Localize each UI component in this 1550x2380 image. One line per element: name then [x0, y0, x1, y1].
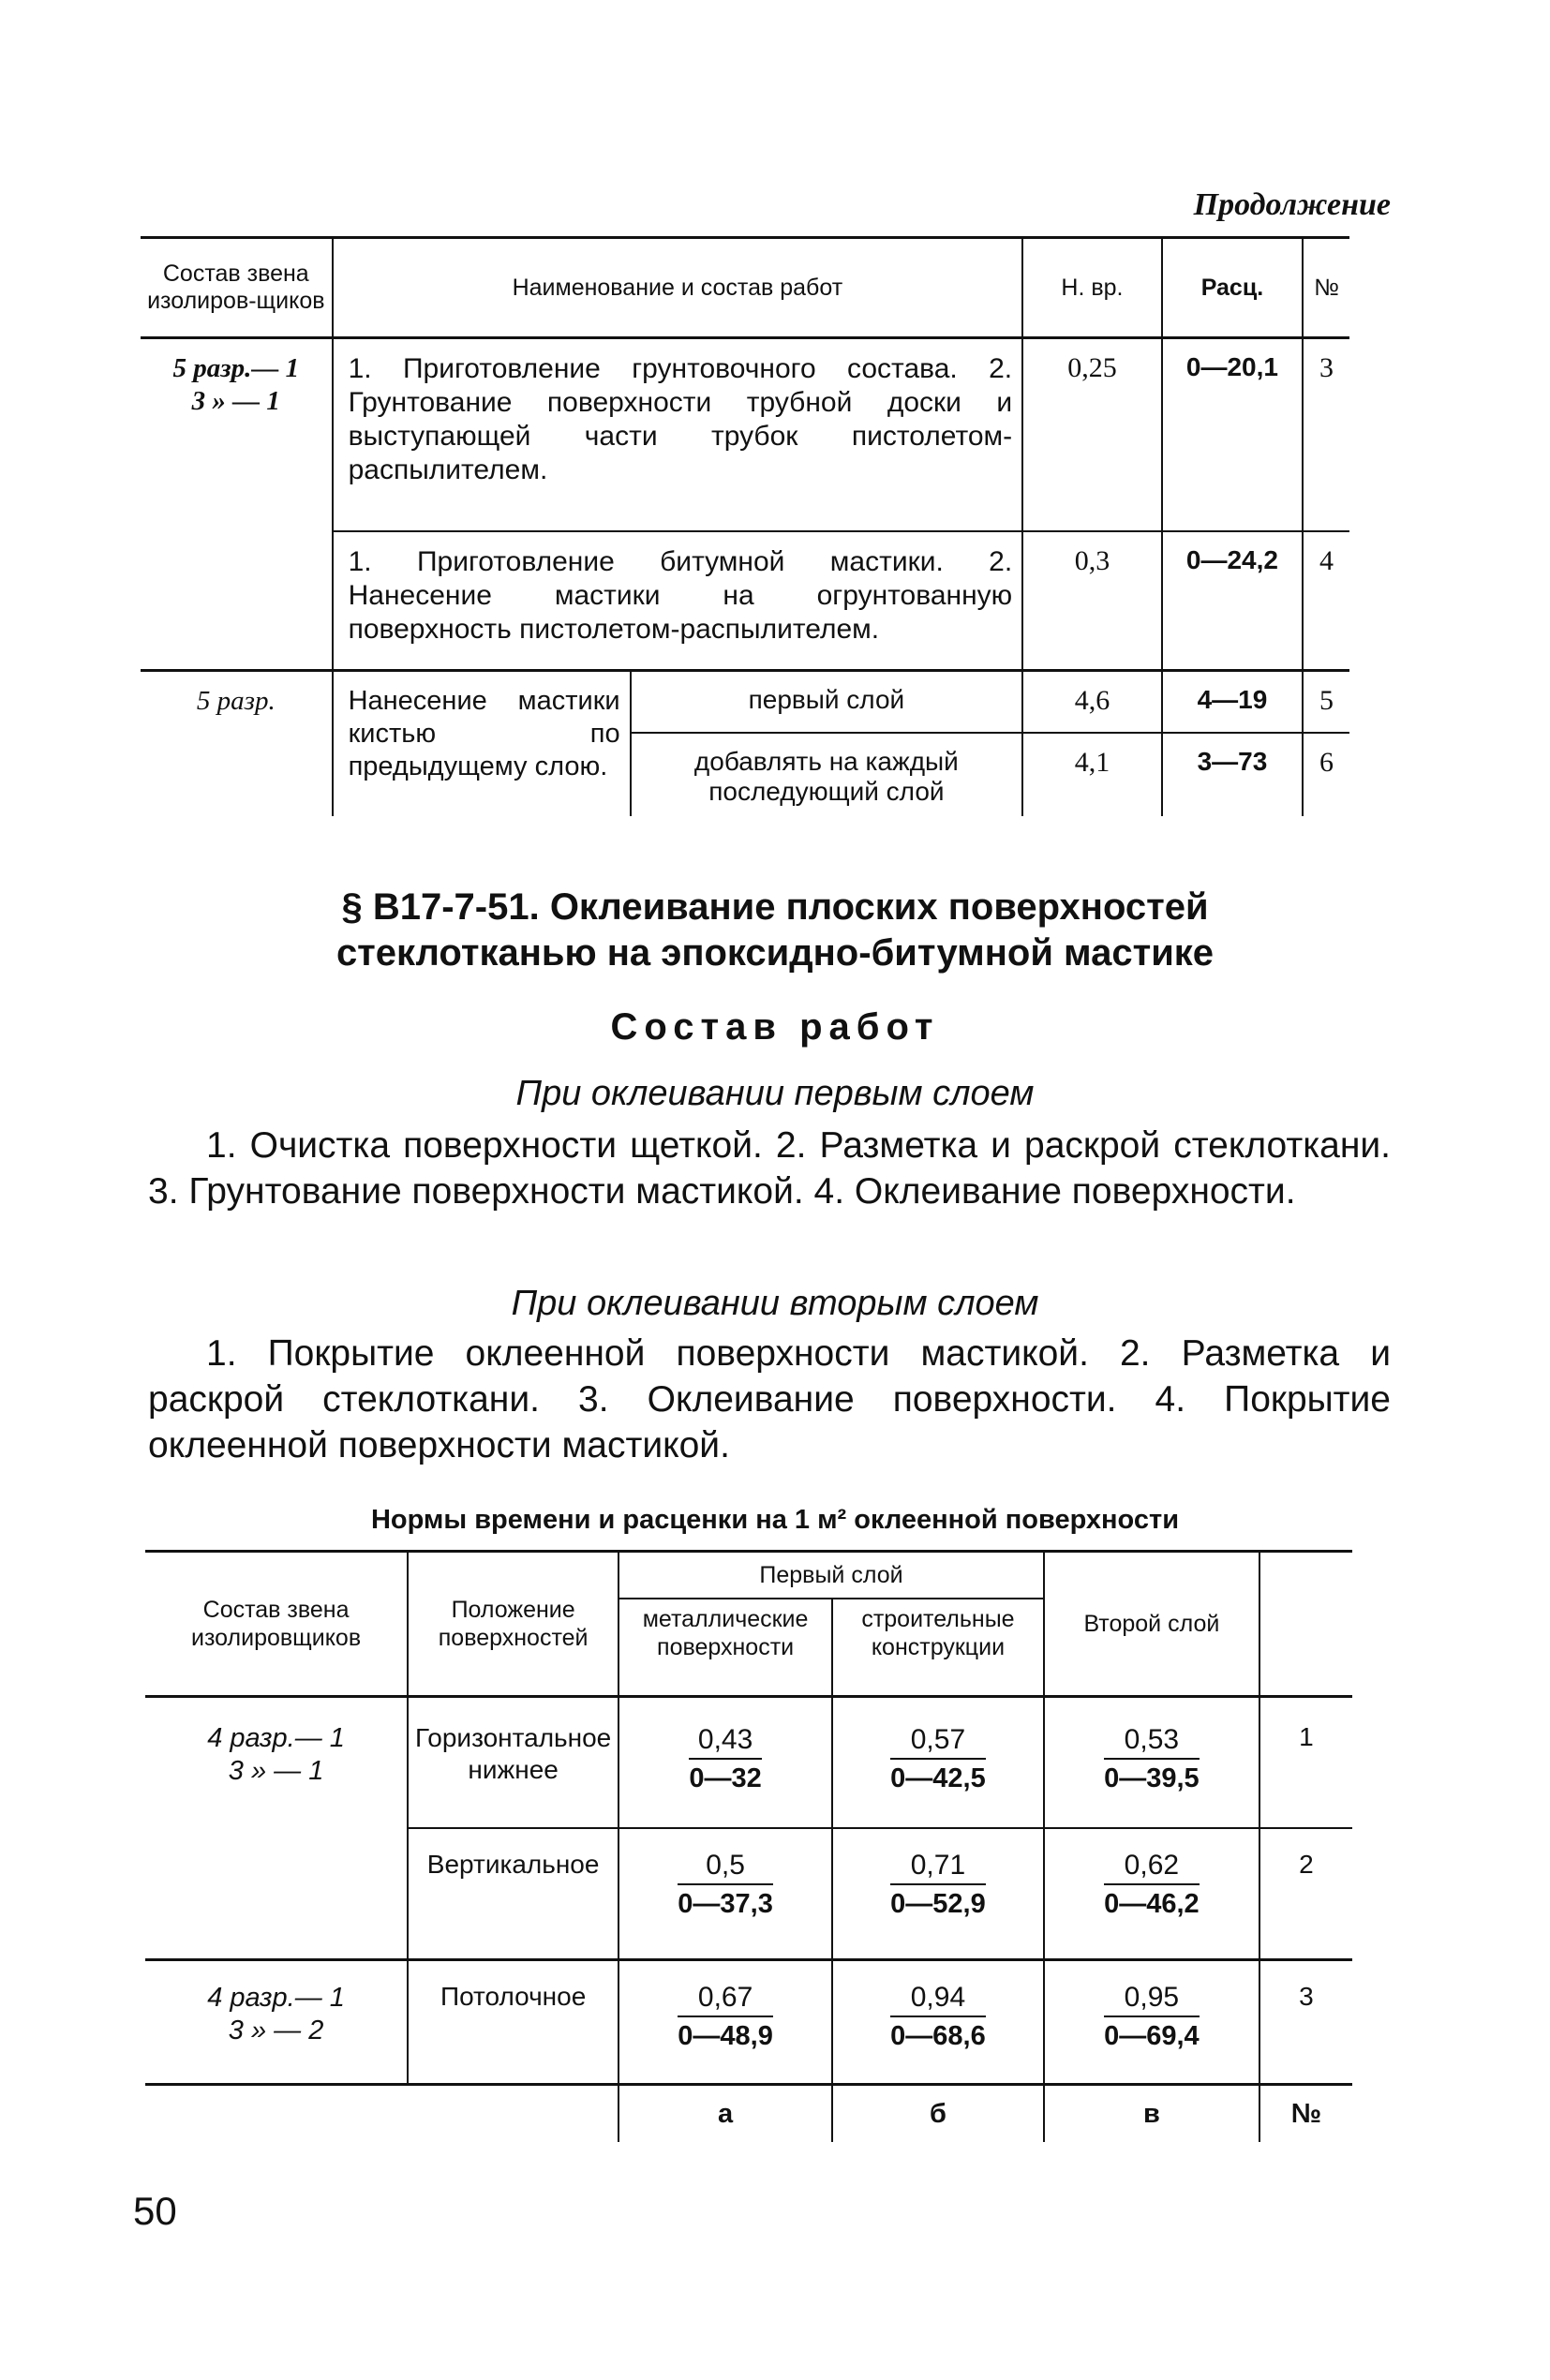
header-crew: Состав звена изолиров-щиков — [141, 238, 333, 338]
cell-b: $\frac{0,57}{0—42,5}$ — [832, 1697, 1044, 1829]
header-rate: Расц. — [1162, 238, 1303, 338]
table-row — [145, 1697, 1352, 1829]
second-layer-text: 1. Покрытие оклеенной поверхности мастикой. 2. Разметка и раскрой стеклоткани. 3. Оклеивание поверхности. 4. Покрытие оклеенной поверхности мастикой. — [148, 1333, 1391, 1466]
header-second-layer: Второй слой — [1044, 1552, 1259, 1697]
footer-a: а — [619, 2085, 832, 2143]
header-first-layer: Первый слой — [619, 1552, 1044, 1599]
crew-cell: 4 разр.— 1 3 » — 1 — [145, 1697, 408, 1960]
crew-cell: 5 разр. — [141, 671, 333, 817]
cell-c: $\frac{0,95}{0—69,4}$ — [1044, 1960, 1259, 2085]
norm-value: 0,3 — [1022, 531, 1162, 671]
table1-header-row — [141, 238, 1349, 338]
header-metal: металлические поверхности — [619, 1599, 832, 1697]
footer-num: № — [1259, 2085, 1352, 2143]
header-crew: Состав звена изолировщиков — [145, 1552, 408, 1697]
row-number: 1 — [1259, 1697, 1352, 1829]
cell-c: $\frac{0,62}{0—46,2}$ — [1044, 1828, 1259, 1960]
sub-first-layer: первый слой — [748, 685, 905, 714]
row-number: 2 — [1259, 1828, 1352, 1960]
composition-heading: Состав работ — [610, 1006, 940, 1048]
sub-each-next-layer: добавлять на каждый последующий слой — [632, 732, 1022, 816]
table2-footer-row — [145, 2085, 1352, 2143]
rate-value: 3—73 — [1162, 733, 1303, 816]
cell-b: $\frac{0,71}{0—52,9}$ — [832, 1828, 1044, 1960]
first-layer-text: 1. Очистка поверхности щеткой. 2. Разметка и раскрой стеклоткани. 3. Грунтование поверхности мастикой. 4. Оклеивание поверхности. — [148, 1125, 1391, 1212]
norm-value: 4,1 — [1022, 733, 1162, 816]
time-norms-table — [145, 1550, 1352, 2142]
position-cell: Горизонтальное нижнее — [408, 1697, 619, 1829]
cell-c: $\frac{0,53}{0—39,5}$ — [1044, 1697, 1259, 1829]
row-number: 5 — [1303, 671, 1349, 734]
labor-norms-table-continued — [141, 236, 1349, 816]
second-layer-heading: При оклеивании вторым слоем — [511, 1284, 1039, 1323]
position-cell: Потолочное — [408, 1960, 619, 2085]
row-number: 3 — [1303, 338, 1349, 532]
table-row — [141, 671, 1349, 734]
norm-value: 0,25 — [1022, 338, 1162, 532]
header-position: Положение поверхностей — [408, 1552, 619, 1697]
cell-b: $\frac{0,94}{0—68,6}$ — [832, 1960, 1044, 2085]
work-description: 1. Приготовление грунтовочного состава. 2. Грунтование поверхности трубной доски и выступающей части трубок пистолетом-распылителем. — [333, 338, 1023, 532]
rate-value: 4—19 — [1162, 671, 1303, 734]
page-number: 50 — [133, 2189, 177, 2233]
footer-empty — [408, 2085, 619, 2143]
rate-value: 0—24,2 — [1162, 531, 1303, 671]
crew-cell: 5 разр.— 1 3 » — 1 — [172, 353, 300, 416]
table-row — [145, 1960, 1352, 2085]
section-title: § В17-7-51. Оклеивание плоских поверхностей стеклотканью на эпоксидно-битумной мастике — [335, 886, 1215, 974]
header-norm: Н. вр. — [1022, 238, 1162, 338]
row-number: 3 — [1259, 1960, 1352, 2085]
cell-a: $\frac{0,5}{0—37,3}$ — [619, 1828, 832, 1960]
first-layer-heading: При оклеивании первым слоем — [515, 1074, 1035, 1113]
continuation-label: Продолжение — [1193, 187, 1391, 222]
header-num-empty — [1259, 1552, 1352, 1697]
header-building: строительные конструкции — [832, 1599, 1044, 1697]
work-split-cell — [333, 671, 1023, 817]
work-description: 1. Приготовление битумной мастики. 2. Нанесение мастики на огрунтованную поверхность пистолетом-распылителем. — [333, 531, 1023, 671]
position-cell: Вертикальное — [408, 1828, 619, 1960]
cell-a: $\frac{0,43}{0—32}$ — [619, 1697, 832, 1829]
footer-b: б — [832, 2085, 1044, 2143]
norm-value: 4,6 — [1022, 671, 1162, 734]
table-row — [141, 338, 1349, 532]
header-num: № — [1303, 238, 1349, 338]
row-number: 4 — [1303, 531, 1349, 671]
table2-caption: Нормы времени и расценки на 1 м² оклеенной поверхности — [370, 1505, 1180, 1535]
work-description: Нанесение мастики кистью по предыдущему слою. — [348, 686, 620, 781]
crew-cell-empty — [141, 531, 333, 671]
row-number: 6 — [1303, 733, 1349, 816]
table2-header-row — [145, 1552, 1352, 1599]
rate-value: 0—20,1 — [1162, 338, 1303, 532]
cell-a: $\frac{0,67}{0—48,9}$ — [619, 1960, 832, 2085]
table-row — [141, 531, 1349, 671]
header-work: Наименование и состав работ — [333, 238, 1023, 338]
crew-cell: 4 разр.— 1 3 » — 2 — [145, 1960, 408, 2085]
footer-c: в — [1044, 2085, 1259, 2143]
footer-empty — [145, 2085, 408, 2143]
